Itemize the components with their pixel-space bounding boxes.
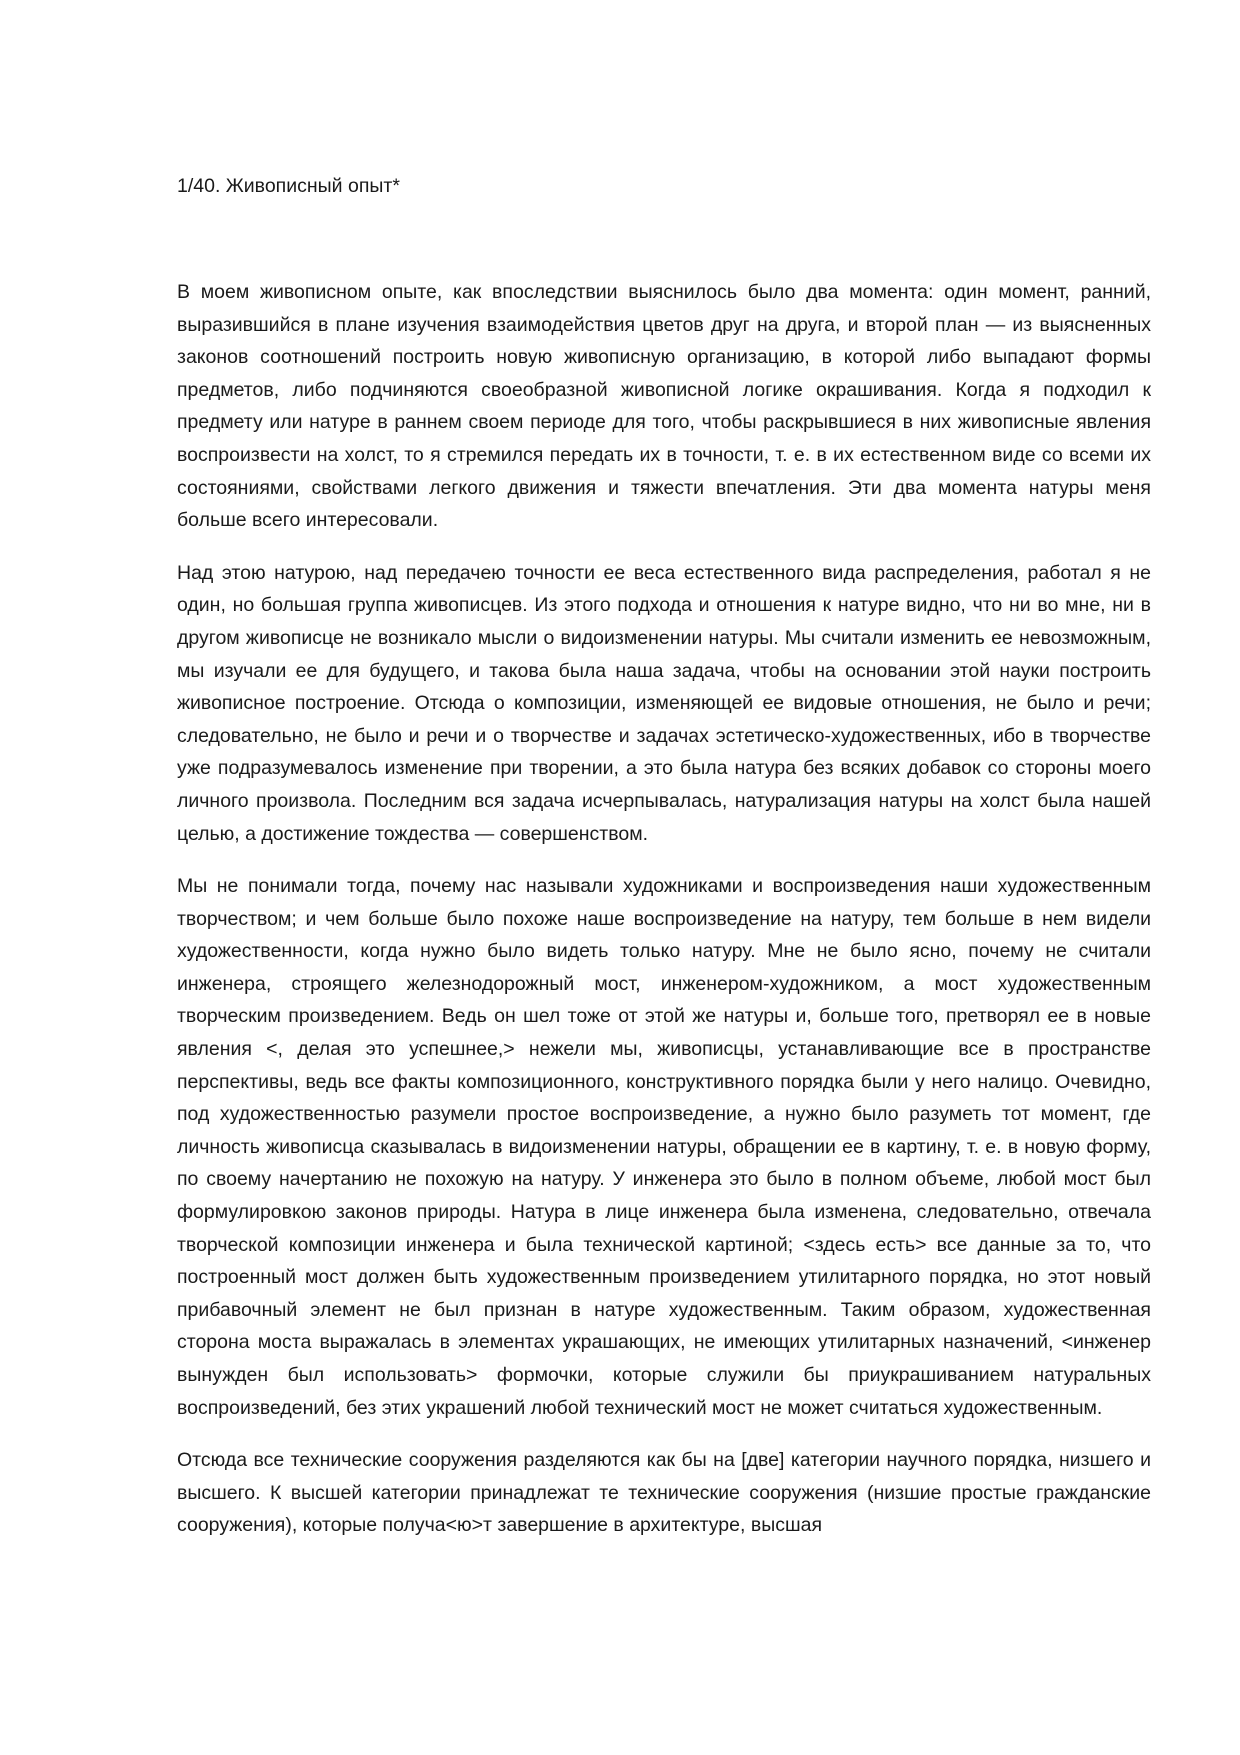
document-body: [177, 276, 1151, 1562]
document-title: 1/40. Живописный опыт*: [177, 175, 400, 197]
paragraph-3: Мы не понимали тогда, почему нас называли художниками и воспроизведения наши художественным творчеством; и чем больше было похоже наше воспроизведение на натуру, тем больше в нем видели художественности, когда нужно было видеть только натуру. Мне не было ясно, почему не считали инженера, строящего железнодорожный мост, инженером-художником, а мост художественным творческим произведением. Ведь он шел тоже от этой же натуры и, больше того, претворял ее в новые явления <, делая это успешнее,> нежели мы, живописцы, устанавливающие все в пространстве перспективы, ведь все факты композиционного, конструктивного порядка были у него налицо. Очевидно, под художественностью разумели простое воспроизведение, а нужно было разуметь тот момент, где личность живописца сказывалась в видоизменении натуры, обращении ее в картину, т. е. в новую форму, по своему начертанию не похожую на натуру. У инженера это было в полном объеме, любой мост был формулировкою законов природы. Натура в лице инженера была изменена, следовательно, отвечала творческой композиции инженера и была технической картиной; <здесь есть> все данные за то, что построенный мост должен быть художественным произведением утилитарного порядка, но этот новый прибавочный элемент не был признан в натуре художественным. Таким образом, художественная сторона моста выражалась в элементах украшающих, не имеющих утилитарных назначений, <инженер вынужден был использовать> формочки, которые служили бы приукрашиванием натуральных воспроизведений, без этих украшений любой технический мост не может считаться художественным.: [177, 875, 1151, 1419]
paragraph-4: Отсюда все технические сооружения разделяются как бы на [две] категории научного порядка, низшего и высшего. К высшей категории принадлежат те технические сооружения (низшие простые гражданские сооружения), которые получа<ю>т завершение в архитектуре, высшая: [177, 1449, 1151, 1537]
paragraph-2: Над этою натурою, над передачею точности ее веса естественного вида распределения, работал я не один, но большая группа живописцев. Из этого подхода и отношения к натуре видно, что ни во мне, ни в другом живописце не возникало мысли о видоизменении натуры. Мы считали изменить ее невозможным, мы изучали ее для будущего, и такова была наша задача, чтобы на основании этой науки построить живописное построение. Отсюда о композиции, изменяющей ее видовые отношения, не было и речи; следовательно, не было и речи и о творчестве и задачах эстетическо-художественных, ибо в творчестве уже подразумевалось изменение при творении, а это была натура без всяких добавок со стороны моего личного произвола. Последним вся задача исчерпывалась, натурализация натуры на холст была нашей целью, а достижение тождества — совершенством.: [177, 561, 1151, 845]
paragraph-1: В моем живописном опыте, как впоследствии выяснилось было два момента: один момент, ранний, выразившийся в плане изучения взаимодействия цветов друг на друга, и второй план — из выясненных законов соотношений построить новую живописную организацию, в которой либо выпадают формы предметов, либо подчиняются своеобразной живописной логике окрашивания. Когда я подходил к предмету или натуре в раннем своем периоде для того, чтобы раскрывшиеся в них живописные явления воспроизвести на холст, то я стремился передать их в точности, т. е. в их естественном виде со всеми их состояниями, свойствами легкого движения и тяжести впечатления. Эти два момента натуры меня больше всего интересовали.: [177, 281, 1151, 532]
